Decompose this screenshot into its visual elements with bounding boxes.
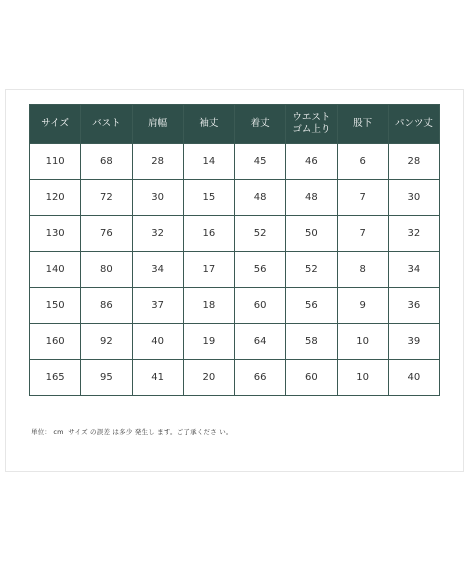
table-cell: 19 [183, 324, 234, 360]
table-cell: 46 [286, 144, 337, 180]
table-cell: 39 [388, 324, 439, 360]
table-cell: 6 [337, 144, 388, 180]
header-shoulder: 肩幅 [132, 105, 183, 144]
table-cell: 140 [30, 252, 81, 288]
table-cell: 28 [132, 144, 183, 180]
table-cell: 10 [337, 324, 388, 360]
table-cell: 45 [235, 144, 286, 180]
table-cell: 9 [337, 288, 388, 324]
table-cell: 40 [132, 324, 183, 360]
table-cell: 37 [132, 288, 183, 324]
table-cell: 16 [183, 216, 234, 252]
table-cell: 7 [337, 216, 388, 252]
header-waist: ウエスト ゴム上り [286, 105, 337, 144]
table-cell: 30 [388, 180, 439, 216]
table-cell: 14 [183, 144, 234, 180]
header-sleeve: 袖丈 [183, 105, 234, 144]
table-cell: 32 [132, 216, 183, 252]
header-pants-length: パンツ丈 [388, 105, 439, 144]
table-cell: 7 [337, 180, 388, 216]
table-cell: 15 [183, 180, 234, 216]
table-cell: 30 [132, 180, 183, 216]
table-row [30, 288, 440, 324]
table-cell: 48 [286, 180, 337, 216]
table-cell: 34 [132, 252, 183, 288]
table-cell: 52 [286, 252, 337, 288]
table-cell: 95 [81, 360, 132, 396]
table-cell: 92 [81, 324, 132, 360]
table-cell: 32 [388, 216, 439, 252]
table-cell: 10 [337, 360, 388, 396]
table-cell: 60 [235, 288, 286, 324]
table-cell: 56 [235, 252, 286, 288]
header-bust: バスト [81, 105, 132, 144]
table-cell: 34 [388, 252, 439, 288]
table-cell: 72 [81, 180, 132, 216]
table-cell: 165 [30, 360, 81, 396]
table-cell: 17 [183, 252, 234, 288]
size-note: 単位： cm サイズ の誤差 は多少 発生し ます。ご了承くださ い。 [31, 428, 233, 436]
table-cell: 150 [30, 288, 81, 324]
table-cell: 60 [286, 360, 337, 396]
table-row [30, 144, 440, 180]
table-cell: 68 [81, 144, 132, 180]
header-size: サイズ [30, 105, 81, 144]
table-cell: 76 [81, 216, 132, 252]
table-cell: 66 [235, 360, 286, 396]
table-cell: 8 [337, 252, 388, 288]
table-cell: 28 [388, 144, 439, 180]
table-cell: 160 [30, 324, 81, 360]
table-cell: 41 [132, 360, 183, 396]
table-cell: 20 [183, 360, 234, 396]
table-cell: 86 [81, 288, 132, 324]
table-row [30, 360, 440, 396]
table-cell: 48 [235, 180, 286, 216]
table-cell: 52 [235, 216, 286, 252]
table-row [30, 252, 440, 288]
table-cell: 18 [183, 288, 234, 324]
table-row [30, 216, 440, 252]
table-cell: 50 [286, 216, 337, 252]
table-cell: 110 [30, 144, 81, 180]
table-cell: 120 [30, 180, 81, 216]
table-cell: 40 [388, 360, 439, 396]
table-cell: 36 [388, 288, 439, 324]
table-cell: 80 [81, 252, 132, 288]
header-length: 着丈 [235, 105, 286, 144]
header-inseam: 股下 [337, 105, 388, 144]
table-cell: 130 [30, 216, 81, 252]
table-row [30, 324, 440, 360]
size-table [29, 104, 440, 396]
table-header-row [30, 105, 440, 144]
table-cell: 58 [286, 324, 337, 360]
table-row [30, 180, 440, 216]
table-cell: 56 [286, 288, 337, 324]
table-cell: 64 [235, 324, 286, 360]
